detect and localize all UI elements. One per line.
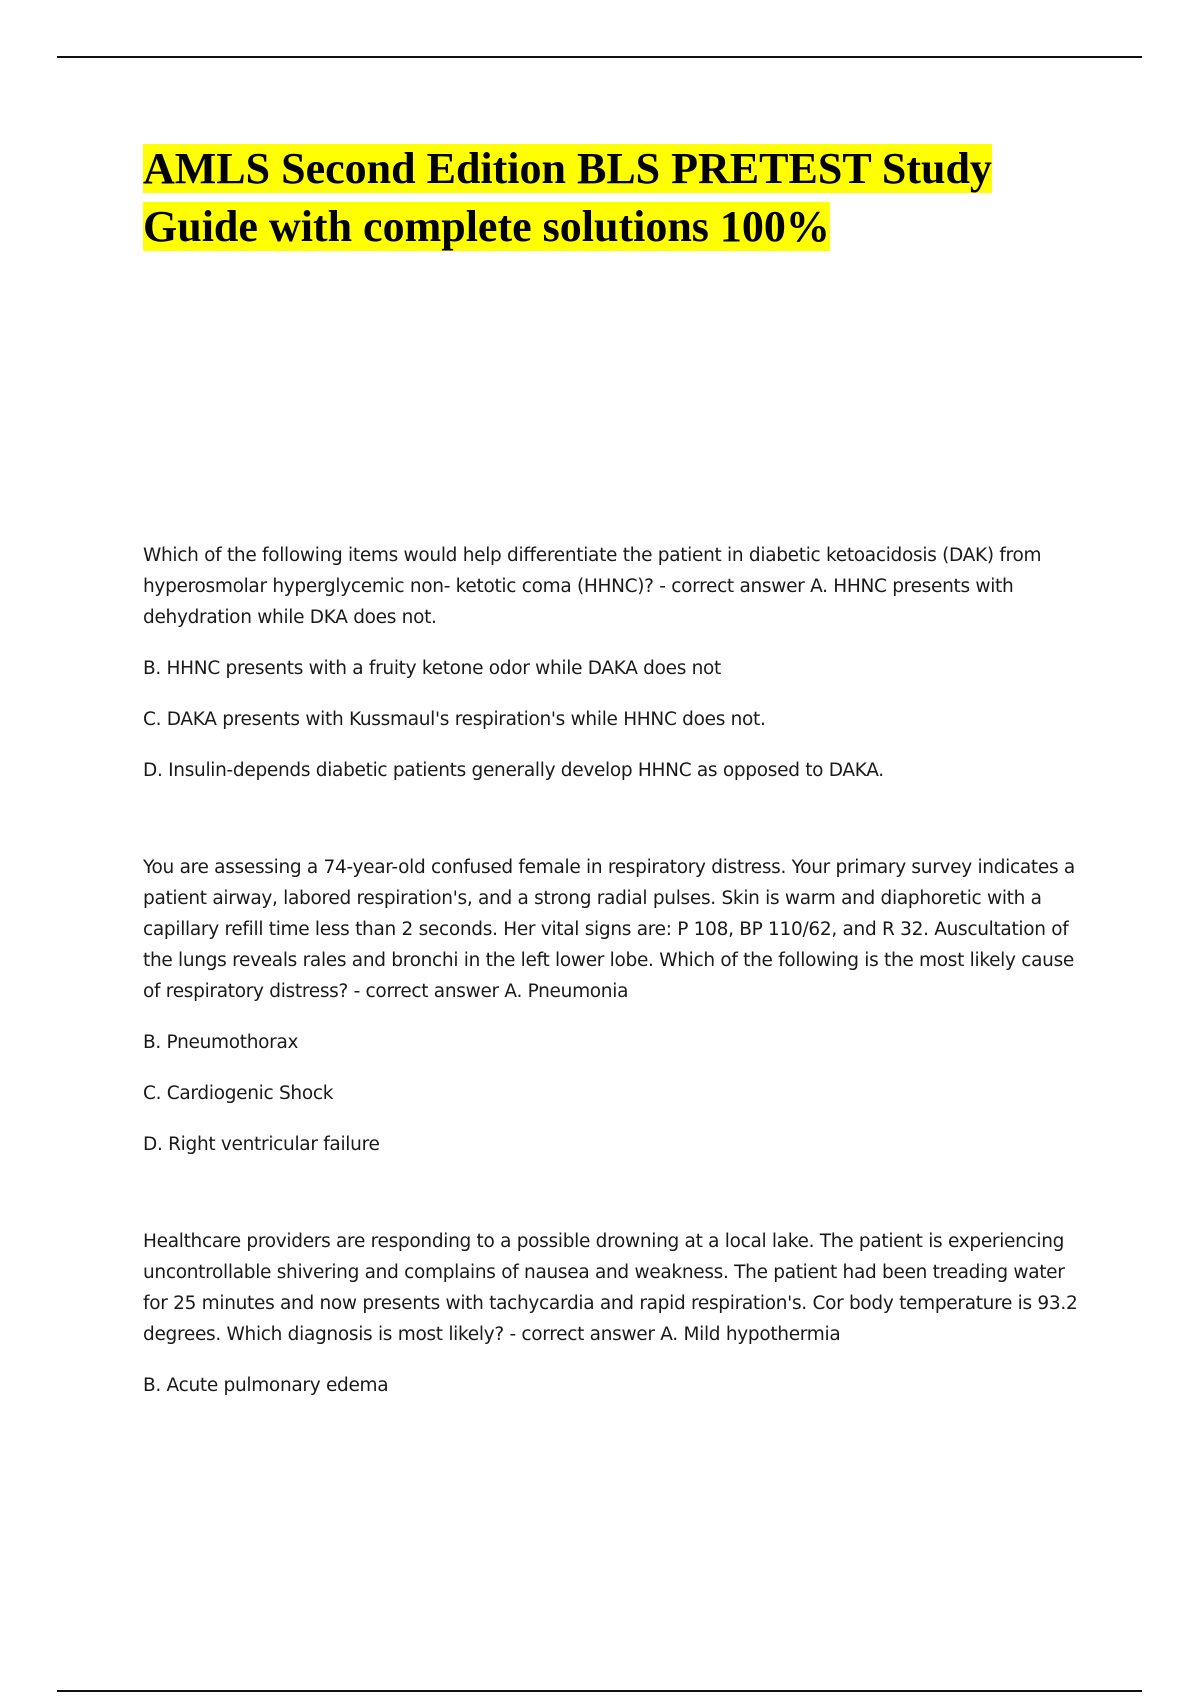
question-block-3 bbox=[143, 1226, 1083, 1401]
footer-rule bbox=[57, 1690, 1142, 1692]
document-body bbox=[143, 540, 1083, 1401]
answer-option: D. Insulin-depends diabetic patients generally develop HHNC as opposed to DAKA. bbox=[143, 760, 884, 781]
question-text: Which of the following items would help differentiate the patient in diabetic ketoacidosis (DAK) from hyperosmolar hyperglycemic non- ketotic coma (HHNC)? - correct answer A. HHNC presents with dehydration while DKA does not. bbox=[143, 545, 1042, 628]
question-text: Healthcare providers are responding to a possible drowning at a local lake. The patient is experiencing uncontrollable shivering and complains of nausea and weakness. The patient had been treading water for 25 minutes and now presents with tachycardia and rapid respiration's. Cor body temperature is 93.2 degrees. Which diagnosis is most likely? - correct answer A. Mild hypothermia bbox=[143, 1231, 1078, 1345]
document-title bbox=[143, 140, 1083, 256]
answer-option: B. Acute pulmonary edema bbox=[143, 1375, 389, 1396]
question-text: You are assessing a 74-year-old confused female in respiratory distress. Your primary survey indicates a patient airway, labored respiration's, and a strong radial pulses. Skin is warm and diaphoretic with a capillary refill time less than 2 seconds. Her vital signs are: P 108, BP 110/62, and R 32. Auscultation of the lungs reveals rales and bronchi in the left lower lobe. Which of the following is the most likely cause of respiratory distress? - correct answer A. Pneumonia bbox=[143, 857, 1075, 1002]
answer-option: B. Pneumothorax bbox=[143, 1032, 299, 1053]
answer-option: D. Right ventricular failure bbox=[143, 1134, 380, 1155]
question-block-1 bbox=[143, 540, 1083, 786]
header-rule bbox=[57, 56, 1142, 58]
answer-option: C. Cardiogenic Shock bbox=[143, 1083, 334, 1104]
answer-option: C. DAKA presents with Kussmaul's respiration's while HHNC does not. bbox=[143, 709, 766, 730]
title-highlight: AMLS Second Edition BLS PRETEST Study Guide with complete solutions 100% bbox=[143, 144, 992, 251]
question-block-2 bbox=[143, 852, 1083, 1160]
answer-option: B. HHNC presents with a fruity ketone odor while DAKA does not bbox=[143, 658, 722, 679]
